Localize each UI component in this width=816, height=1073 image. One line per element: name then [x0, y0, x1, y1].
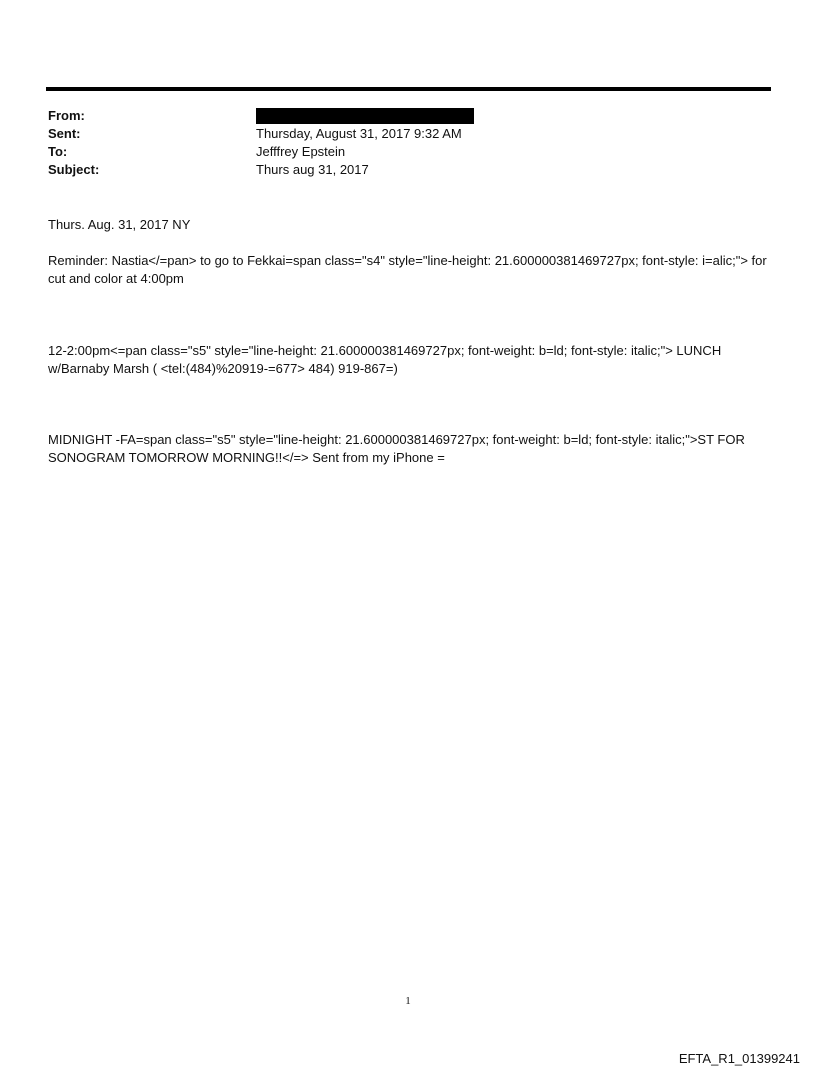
from-label: From: — [48, 108, 85, 123]
sent-label: Sent: — [48, 126, 81, 141]
to-label: To: — [48, 144, 68, 159]
to-value: Jefffrey Epstein — [256, 144, 346, 159]
dateline: Thurs. Aug. 31, 2017 NY — [48, 217, 191, 232]
subject-row — [48, 161, 768, 179]
redaction-block — [256, 108, 474, 124]
lunch-paragraph: 12-2:00pm<=pan class="s5" style="line-height: 21.600000381469727px; font-weight: b=ld; font-style: italic;"> LUNCH w/Barnaby Marsh ( <tel:(484)%20919-=677> 484) 919-867=) — [48, 343, 722, 376]
header-rule — [46, 87, 771, 91]
subject-value: Thurs aug 31, 2017 — [256, 162, 369, 177]
subject-label: Subject: — [48, 162, 100, 177]
document-id: EFTA_R1_01399241 — [678, 1051, 800, 1066]
email-header — [48, 107, 768, 179]
page-number: 1 — [405, 995, 411, 1007]
sent-row — [48, 125, 768, 143]
sent-value: Thursday, August 31, 2017 9:32 AM — [256, 126, 462, 141]
to-row — [48, 143, 768, 161]
from-row — [48, 107, 768, 125]
midnight-paragraph: MIDNIGHT -FA=span class="s5" style="line-height: 21.600000381469727px; font-weight: b=ld; font-style: italic;">ST FOR SONOGRAM TOMORROW MORNING!!</=> Sent from my iPhone = — [48, 432, 745, 465]
reminder-paragraph: Reminder: Nastia</=pan> to go to Fekkai=span class="s4" style="line-height: 21.600000381469727px; font-style: i=alic;"> for cut and color at 4:00pm — [48, 253, 767, 286]
